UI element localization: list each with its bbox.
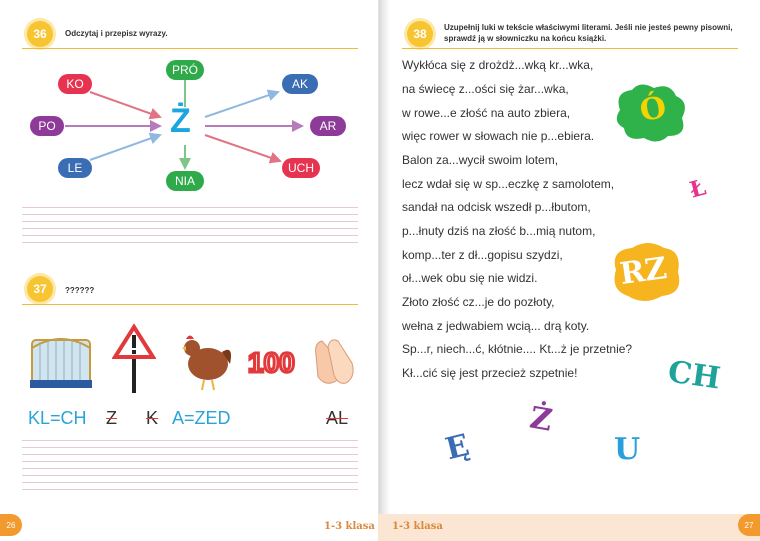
left-page: [0, 0, 378, 541]
exercise-38-instruction: Uzupełnij luki w tekście właściwymi literami. Jeśli nie jesteś pewny pisowni, sprawdź ją w słowniczku na końcu książki.: [444, 23, 733, 43]
divider-37: [22, 304, 358, 305]
clapping-hands-icon: [308, 335, 358, 391]
letter-e-ogonek: Ę: [442, 427, 473, 468]
poem-line: sandał na odcisk wszedł p...łbutom,: [402, 200, 591, 214]
node-ko: KO: [58, 74, 92, 94]
arrow-uch: [205, 135, 280, 161]
poem-line: wełna z jedwabiem wcią... drą koty.: [402, 319, 590, 333]
rebus-part-1: KL=CH: [28, 408, 87, 428]
poem-line: komp...ter z dł...gopisu szydzi,: [402, 248, 563, 262]
poem-line: oł...wek obu się nie widzi.: [402, 271, 538, 285]
arrow-ko: [90, 92, 160, 117]
node-ak: AK: [282, 74, 318, 94]
poem-line: w rowe...e złość na auto zbiera,: [402, 106, 571, 120]
warning-sign-icon: [112, 323, 156, 395]
exercise-38-badge: 38: [407, 21, 433, 47]
grade-label-left: 1-3 klasa: [324, 521, 375, 532]
poem-line: na świecę z...ości się żar...wka,: [402, 82, 569, 96]
grade-label-right: 1-3 klasa: [392, 521, 443, 532]
svg-text:100: 100: [248, 347, 295, 378]
poem-line: Sp...r, niech...ć, kłótnie.... Kt...ż je przetnie?: [402, 342, 633, 356]
poem-line: więc rower w słowach nie p...ebiera.: [402, 129, 595, 143]
rebus-crossed-k: K: [146, 408, 159, 428]
letter-rz: RZ: [617, 250, 670, 293]
rebus-crossed-al: AL: [326, 408, 349, 428]
letter-o-acute: Ó: [637, 89, 669, 130]
divider-36: [22, 48, 358, 49]
poem-line: lecz wdał się w sp...eczkę z samolotem,: [402, 177, 615, 191]
letter-z-dot: Ż: [527, 400, 555, 439]
poem-line: Złoto złość cz...je do pozłoty,: [402, 295, 555, 309]
letter-l-stroke: Ł: [686, 174, 709, 204]
poem-line: Wykłóca się z drożdż...wką kr...wka,: [402, 58, 594, 72]
node-uch: UCH: [282, 158, 320, 178]
arrow-le: [90, 135, 160, 160]
hen-icon: [178, 330, 236, 392]
node-pro: PRÓ: [166, 60, 204, 80]
divider-38: [402, 48, 738, 49]
poem-line: Kł...cić się jest przecież szpetnie!: [402, 366, 578, 380]
center-letter: Ż: [170, 102, 191, 140]
exercise-36-instruction: Odczytaj i przepisz wyrazy.: [65, 29, 168, 38]
node-ar: AR: [310, 116, 346, 136]
poem-line: Balon za...wycił swoim lotem,: [402, 153, 559, 167]
writing-lines-37: [22, 440, 358, 496]
rebus-crossed-z: Z: [106, 408, 117, 428]
letter-u: U: [614, 432, 641, 467]
arrow-ak: [205, 92, 278, 117]
node-po: PO: [30, 116, 64, 136]
writing-lines-36: [22, 207, 358, 249]
page-number-right: 27: [738, 514, 760, 536]
node-le: LE: [58, 158, 92, 178]
rebus-part-2: A=ZED: [172, 408, 231, 428]
exercise-36-badge: 36: [27, 21, 53, 47]
number-100-icon: [246, 343, 300, 379]
page-number-left: 26: [0, 514, 22, 536]
hamster-cage-icon: [28, 330, 94, 392]
node-nia: NIA: [166, 171, 204, 191]
letter-ch: CH: [665, 354, 723, 397]
exercise-37-instruction: ??????: [65, 286, 95, 295]
exercise-37-badge: 37: [27, 276, 53, 302]
poem-line: p...łnuty dziś na złość b...mią nutom,: [402, 224, 596, 238]
